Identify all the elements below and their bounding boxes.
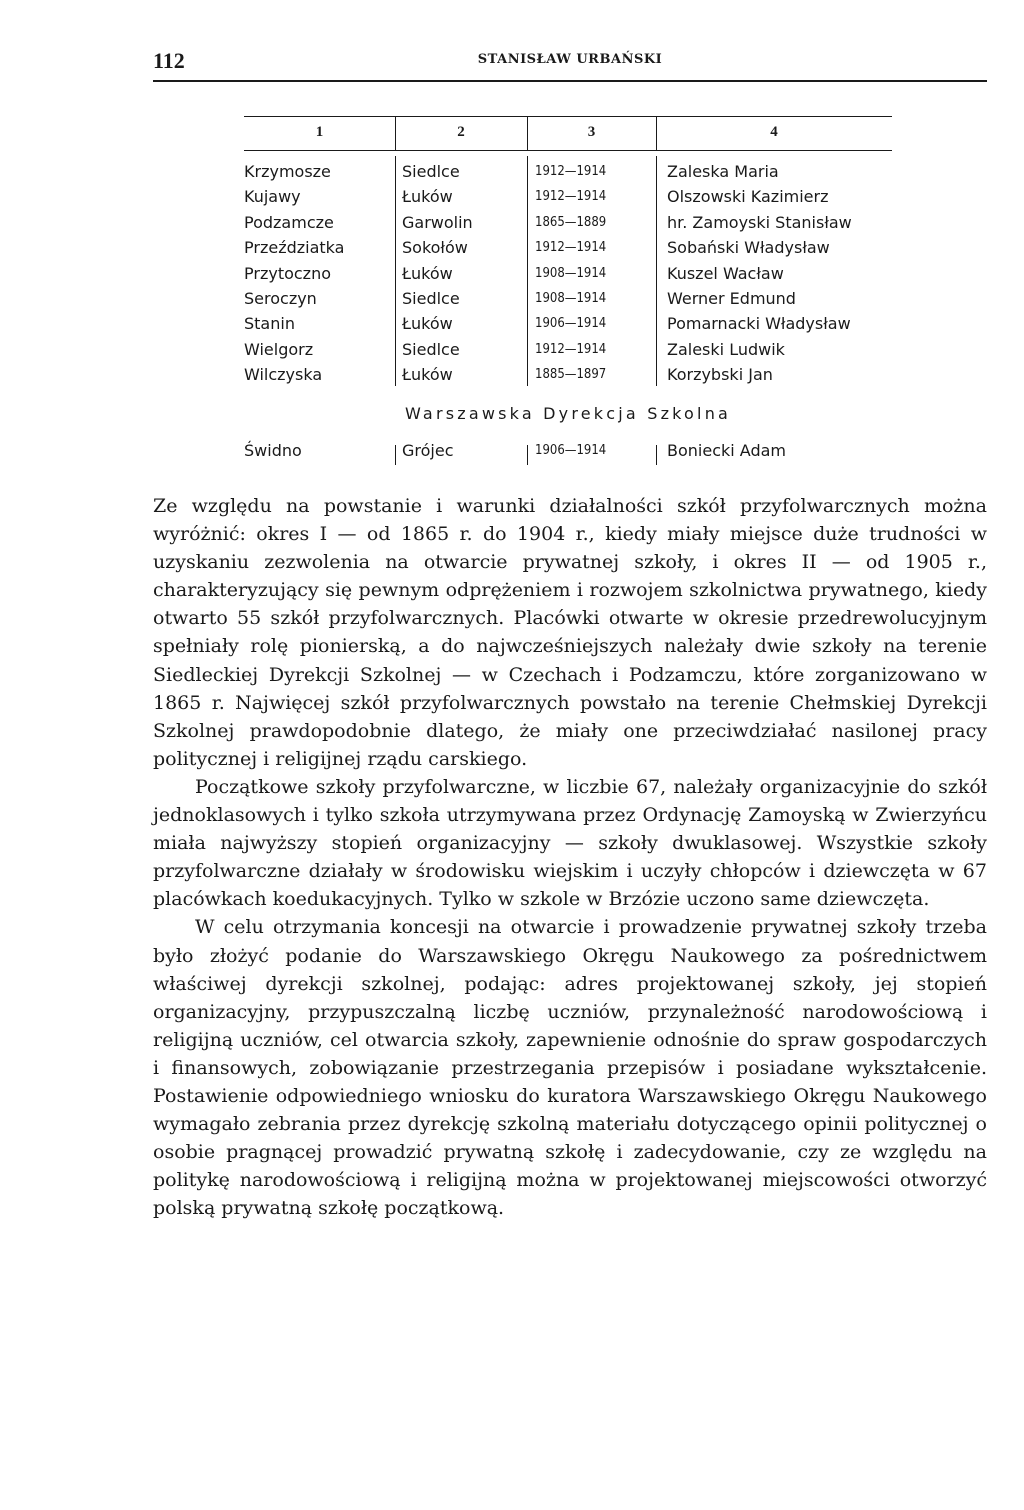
table-cell: Przytoczno [244,263,331,283]
table-cell: Sobański Władysław [667,238,830,258]
column-header: 1 [315,124,324,140]
table-cell: Werner Edmund [667,289,796,308]
body-text [153,492,987,1222]
paragraph: W celu otrzymania koncesji na otwarcie i prowadzenie prywatnej szkoły trzeba było złożyć podanie do Warszawskiego Okręgu Naukowego za pośrednictwem właściwej dyrekcji szkolnej, podając: adres projektowanej szkoły, jej stopień organizacyjny, przypuszczalną liczbę uczniów, przynależność narodowościową i religijną uczniów, cel otwarcia szkoły, zapewnienie odnośnie do spraw gospodarczych i finansowych, zobowiązanie przestrzegania przepisów i posiadane wykształcenie. Postawienie odpowiedniego wniosku do kuratora Warszawskiego Okręgu Naukowego wymagało zebrania przez dyrekcję szkolną materiału dotyczącego opinii politycznej o osobie pragnącej prowadzić prywatną szkołę i zadecydowanie, czy ze względu na politykę narodowościową i religijną można w projektowanej miejscowości otworzyć polską prywatną szkołę początkową. [153,916,987,1220]
table-top-rule [244,116,892,117]
column-divider [656,445,657,465]
table-cell: Boniecki Adam [667,441,786,460]
table-cell: hr. Zamoyski Stanisław [667,212,852,232]
table-cell: Łuków [402,187,453,207]
table-cell: Zaleski Ludwik [667,339,785,359]
table-cell: 1912—1914 [535,164,607,179]
paragraph: Ze względu na powstanie i warunki działalności szkół przyfolwarcznych można wyróżnić: okres I — od 1865 r. do 1904 r., kiedy miały miejsce duże trudności w uzyskaniu zezwolenia na otwarcie prywatnej szkoły, i okres II — od 1905 r., charakteryzujący się pewnym odprężeniem i rozwojem szkolnictwa prywatnego, kiedy otwarto 55 szkół przyfolwarcznych. Placówki otwarte w okresie przedrewolucyjnym spełniały rolę pionierską, a do najwcześniejszych należały dwie szkoły na terenie Siedleckiej Dyrekcji Szkolnej — w Czechach i Podzamczu, które zorganizowano w 1865 r. Najwięcej szkół przyfolwarcznych powstało na terenie Chełmskiej Dyrekcji Szkolnej prawdopodobnie dlatego, że miały one przeciwdziałać nasilonej pracy politycznej i religijnej rządu carskiego. [153,495,987,770]
column-header: 3 [587,124,596,140]
column-header: 4 [770,124,778,140]
table-cell: Grójec [402,441,454,460]
table-cell: Podzamcze [244,212,334,232]
table-cell: Seroczyn [244,289,317,308]
column-divider [656,156,657,386]
paragraph: Początkowe szkoły przyfolwarczne, w liczbie 67, należały organizacyjnie do szkół jednoklasowych i tylko szkoła utrzymywana przez Ordynację Zamoyską w Zwierzyńcu miała najwyższy stopień organizacyjny — szkoły dwuklasowej. Wszystkie szkoły przyfolwarczne działały w środowisku wiejskim i uczyły chłopców i dziewczęta w 67 placówkach koedukacyjnych. Tylko w szkole w Brzózie uczono same dziewczęta. [153,775,987,911]
column-divider [527,156,528,386]
table-cell: Krzymosze [244,162,331,181]
table-cell: 1865—1889 [535,214,607,230]
table-cell: Kuszel Wacław [667,263,784,283]
table-cell: Kujawy [244,187,301,207]
table-cell: 1912—1914 [535,341,607,357]
table-cell: Korzybski Jan [667,365,773,385]
table-cell: 1885—1897 [535,367,607,383]
running-head: STANISŁAW URBAŃSKI [477,52,663,67]
table-cell: 1906—1914 [535,316,607,332]
table-cell: 1906—1914 [535,443,607,458]
table-cell: 1908—1914 [535,291,607,306]
table-cell: 1912—1914 [535,189,607,205]
table-cell: Wielgorz [244,339,314,359]
page-number: 112 [153,48,185,73]
table-cell: Olszowski Kazimierz [667,187,829,207]
column-divider [395,156,396,386]
table-cell: 1908—1914 [535,265,607,281]
page-header [153,48,987,78]
table-cell: Wilczyska [244,365,323,385]
table-cell: Stanin [244,314,295,334]
table-cell: Łuków [402,314,453,334]
table-cell: Pomarnacki Władysław [667,314,851,334]
table-cell: Przeździatka [244,238,345,258]
table-cell: Świdno [244,441,302,460]
column-divider [527,445,528,465]
table-cell: 1912—1914 [535,240,607,256]
column-divider [395,445,396,465]
section-heading: Warszawska Dyrekcja Szkolna [404,404,732,423]
header-rule [153,80,987,82]
table-cell: Łuków [402,365,453,385]
table-header-rule [244,150,892,151]
table-cell: Zaleska Maria [667,162,779,181]
table-cell: Siedlce [402,162,460,181]
table-cell: Siedlce [402,289,460,308]
table-cell: Sokołów [402,238,468,258]
table-cell: Łuków [402,263,453,283]
column-header: 2 [457,124,465,140]
table-cell: Siedlce [402,339,460,359]
table-cell: Garwolin [402,212,473,232]
